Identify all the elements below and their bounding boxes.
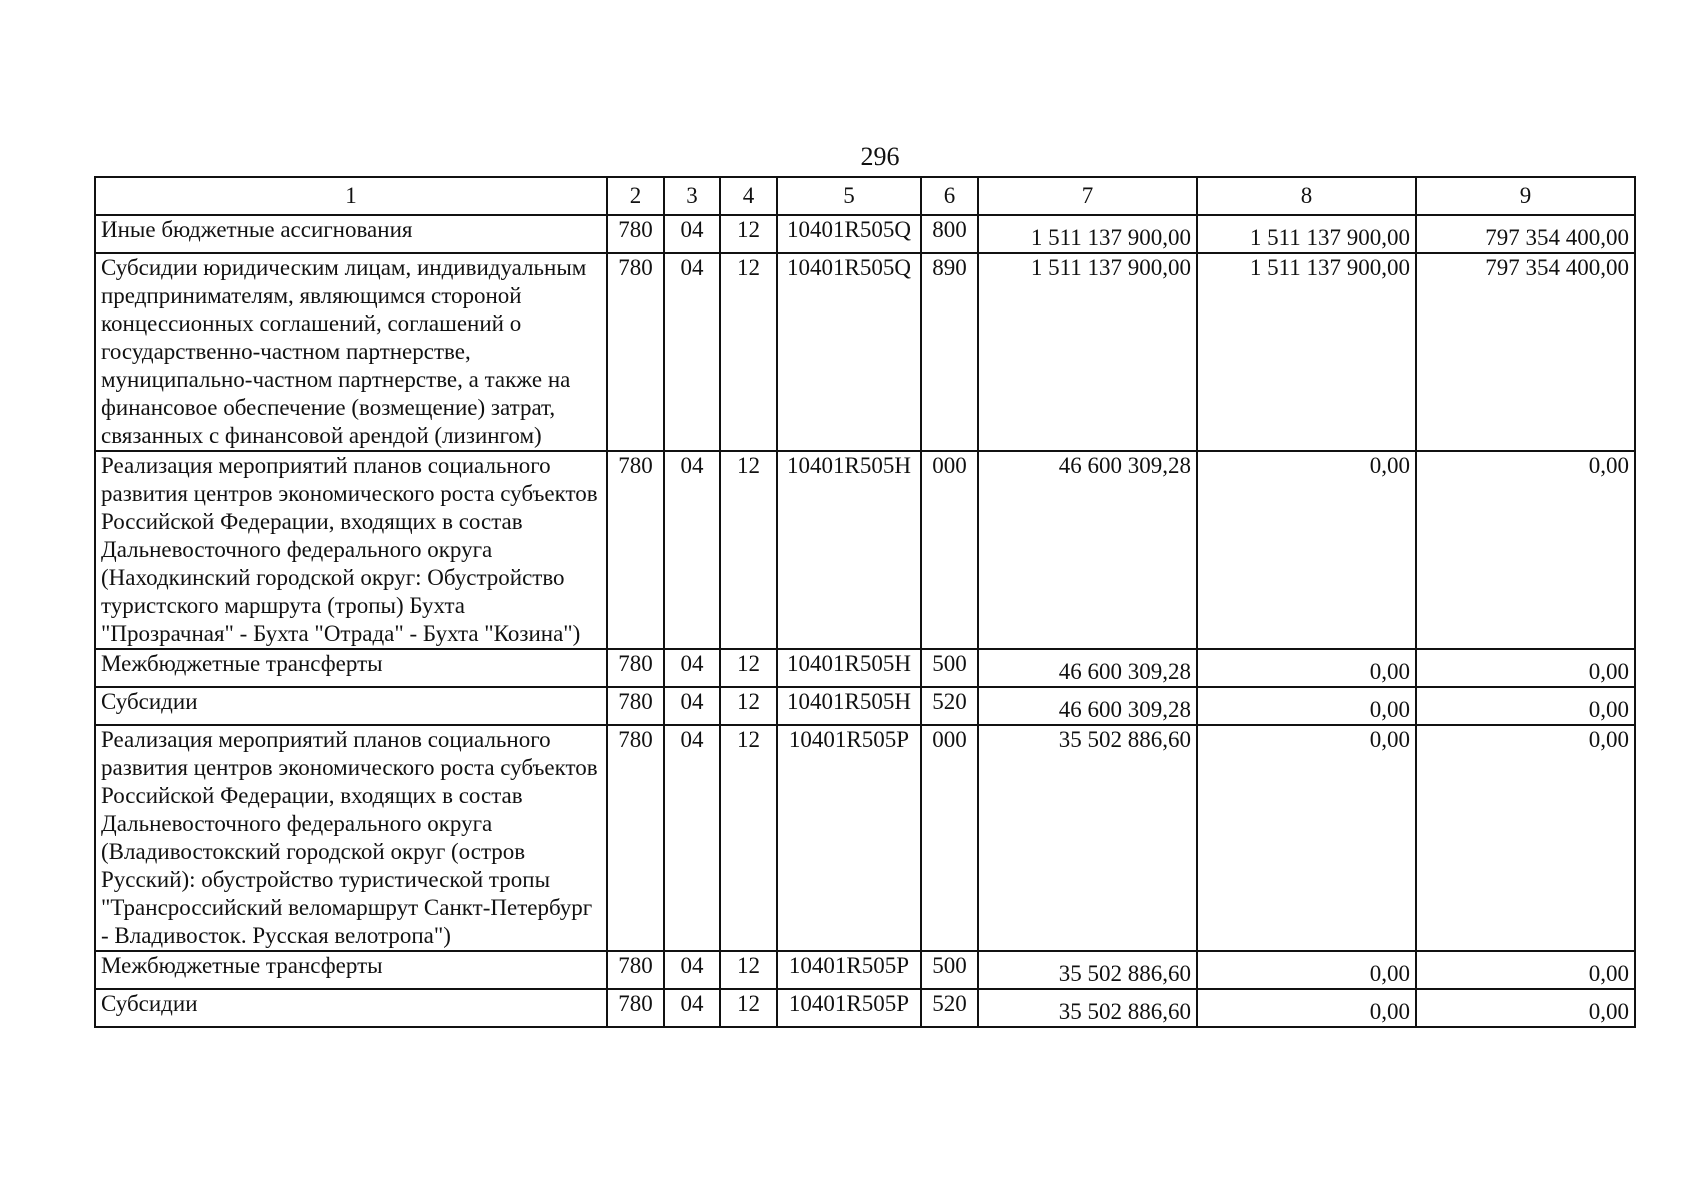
row-name: Субсидии юридическим лицам, индивидуальным предпринимателям, являющимся стороной концессионных соглашений, соглашений о государственно-частном партнерстве, муниципально-частном партнерстве, а также на финансовое обеспечение (возмещение) затрат, связанных с финансовой арендой (лизингом) xyxy=(95,253,607,451)
target-article-code: 10401R505H xyxy=(777,687,921,725)
page-number: 296 xyxy=(860,142,900,171)
amount-col-8: 0,00 xyxy=(1197,649,1416,687)
expense-type-code: 500 xyxy=(921,649,978,687)
ministry-code: 780 xyxy=(607,725,664,951)
amount-col-7: 46 600 309,28 xyxy=(978,451,1197,649)
amount-col-8: 1 511 137 900,00 xyxy=(1197,253,1416,451)
amount-col-7: 35 502 886,60 xyxy=(978,989,1197,1027)
ministry-code: 780 xyxy=(607,451,664,649)
amount-col-9: 0,00 xyxy=(1416,725,1635,951)
amount-col-8: 0,00 xyxy=(1197,687,1416,725)
ministry-code: 780 xyxy=(607,687,664,725)
table-row xyxy=(95,649,1635,687)
amount-col-9: 797 354 400,00 xyxy=(1416,215,1635,253)
table-row xyxy=(95,951,1635,989)
section-code: 04 xyxy=(664,687,720,725)
expense-type-code: 520 xyxy=(921,989,978,1027)
amount-col-8: 0,00 xyxy=(1197,951,1416,989)
subsection-code: 12 xyxy=(720,951,777,989)
section-code: 04 xyxy=(664,951,720,989)
row-name: Межбюджетные трансферты xyxy=(95,951,607,989)
row-name: Иные бюджетные ассигнования xyxy=(95,215,607,253)
table-row xyxy=(95,687,1635,725)
amount-col-9: 797 354 400,00 xyxy=(1416,253,1635,451)
target-article-code: 10401R505P xyxy=(777,725,921,951)
subsection-code: 12 xyxy=(720,989,777,1027)
expense-type-code: 500 xyxy=(921,951,978,989)
amount-col-7: 46 600 309,28 xyxy=(978,687,1197,725)
expense-type-code: 000 xyxy=(921,725,978,951)
amount-col-9: 0,00 xyxy=(1416,649,1635,687)
table-row xyxy=(95,989,1635,1027)
row-name: Субсидии xyxy=(95,687,607,725)
ministry-code: 780 xyxy=(607,989,664,1027)
target-article-code: 10401R505Q xyxy=(777,215,921,253)
section-code: 04 xyxy=(664,451,720,649)
section-code: 04 xyxy=(664,725,720,951)
section-code: 04 xyxy=(664,649,720,687)
expense-type-code: 890 xyxy=(921,253,978,451)
amount-col-8: 0,00 xyxy=(1197,725,1416,951)
ministry-code: 780 xyxy=(607,253,664,451)
target-article-code: 10401R505P xyxy=(777,951,921,989)
table-row xyxy=(95,215,1635,253)
amount-col-7: 1 511 137 900,00 xyxy=(978,215,1197,253)
target-article-code: 10401R505H xyxy=(777,451,921,649)
budget-table xyxy=(94,176,1636,1028)
target-article-code: 10401R505H xyxy=(777,649,921,687)
column-header-7: 7 xyxy=(978,177,1197,215)
subsection-code: 12 xyxy=(720,253,777,451)
section-code: 04 xyxy=(664,989,720,1027)
subsection-code: 12 xyxy=(720,451,777,649)
expense-type-code: 520 xyxy=(921,687,978,725)
row-name: Реализация мероприятий планов социального развития центров экономического роста субъектов Российской Федерации, входящих в состав Дальневосточного федерального округа (Находкинский городской округ: Обустройство туристского маршрута (тропы) Бухта "Прозрачная" - Бухта "Отрада" - Бухта "Козина") xyxy=(95,451,607,649)
amount-col-8: 1 511 137 900,00 xyxy=(1197,215,1416,253)
column-header-2: 2 xyxy=(607,177,664,215)
header-row xyxy=(95,177,1635,215)
ministry-code: 780 xyxy=(607,649,664,687)
amount-col-7: 1 511 137 900,00 xyxy=(978,253,1197,451)
column-header-9: 9 xyxy=(1416,177,1635,215)
expense-type-code: 000 xyxy=(921,451,978,649)
row-name: Реализация мероприятий планов социального развития центров экономического роста субъектов Российской Федерации, входящих в состав Дальневосточного федерального округа (Владивостокский городской округ (остров Русский): обустройство туристической тропы "Трансроссийский веломаршрут Санкт-Петербург - Владивосток. Русская велотропа") xyxy=(95,725,607,951)
ministry-code: 780 xyxy=(607,951,664,989)
amount-col-7: 46 600 309,28 xyxy=(978,649,1197,687)
amount-col-9: 0,00 xyxy=(1416,989,1635,1027)
expense-type-code: 800 xyxy=(921,215,978,253)
amount-col-9: 0,00 xyxy=(1416,951,1635,989)
subsection-code: 12 xyxy=(720,215,777,253)
column-header-6: 6 xyxy=(921,177,978,215)
amount-col-9: 0,00 xyxy=(1416,451,1635,649)
table-row xyxy=(95,253,1635,451)
column-header-3: 3 xyxy=(664,177,720,215)
subsection-code: 12 xyxy=(720,649,777,687)
column-header-8: 8 xyxy=(1197,177,1416,215)
amount-col-7: 35 502 886,60 xyxy=(978,725,1197,951)
row-name: Субсидии xyxy=(95,989,607,1027)
subsection-code: 12 xyxy=(720,725,777,951)
row-name: Межбюджетные трансферты xyxy=(95,649,607,687)
table-row xyxy=(95,451,1635,649)
column-header-5: 5 xyxy=(777,177,921,215)
column-header-1: 1 xyxy=(95,177,607,215)
target-article-code: 10401R505Q xyxy=(777,253,921,451)
amount-col-8: 0,00 xyxy=(1197,451,1416,649)
subsection-code: 12 xyxy=(720,687,777,725)
amount-col-7: 35 502 886,60 xyxy=(978,951,1197,989)
section-code: 04 xyxy=(664,253,720,451)
amount-col-8: 0,00 xyxy=(1197,989,1416,1027)
target-article-code: 10401R505P xyxy=(777,989,921,1027)
table-row xyxy=(95,725,1635,951)
column-header-4: 4 xyxy=(720,177,777,215)
amount-col-9: 0,00 xyxy=(1416,687,1635,725)
ministry-code: 780 xyxy=(607,215,664,253)
section-code: 04 xyxy=(664,215,720,253)
